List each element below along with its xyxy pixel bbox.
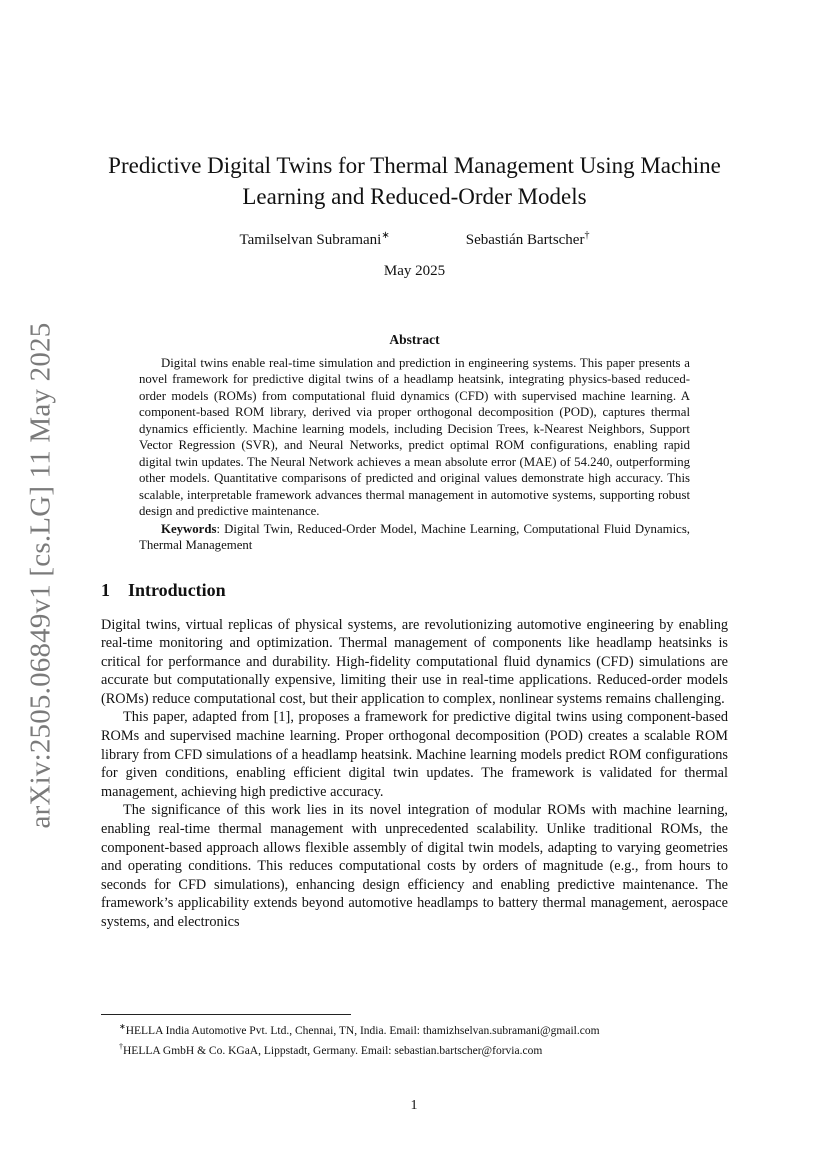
arxiv-identifier-text: arXiv:2505.06849v1 [cs.LG] 11 May 2025	[24, 322, 57, 828]
section-body	[101, 616, 728, 932]
author	[240, 230, 390, 249]
footnote-mark: †	[119, 1041, 123, 1051]
section-number: 1	[101, 579, 110, 600]
abstract-text: Digital twins enable real-time simulation and prediction in engineering systems. This paper presents a novel framework for predictive digital twins of a headlamp heatsink, integrating physics-based reduced-order models (ROMs) from computational fluid dynamics (CFD) with supervised machine learning. A component-based ROM library, derived via proper orthogonal decomposition (POD), captures thermal dynamics efficiently. Machine learning models, including Decision Trees, k-Nearest Neighbors, Support Vector Regression (SVR), and Neural Networks, predict optimal ROM configurations, enabling rapid digital twin updates. The Neural Network achieves a mean absolute error (MAE) of 54.240, outperforming other models. Quantitative comparisons of predicted and original values demonstrate high accuracy. This scalable, interpretable framework advances thermal management in automotive systems, supporting robust design and predictive maintenance.	[139, 355, 690, 518]
publication-date: May 2025	[383, 263, 446, 279]
body-paragraph: Digital twins, virtual replicas of physical systems, are revolutionizing automotive engineering by enabling real-time monitoring and optimization. Thermal management of components like headlamp heatsinks is critical for performance and durability. High-fidelity computational fluid dynamics (CFD) simulations are accurate but computationally expensive, limiting their use in real-time applications. Reduced-order models (ROMs) reduce computational cost, but their application to complex, nonlinear systems remains challenging.	[101, 616, 728, 707]
footnote-mark: ∗	[119, 1022, 126, 1031]
author-name: Sebastián Bartscher	[465, 232, 585, 248]
body-paragraph: This paper, adapted from [1], proposes a framework for predictive digital twins using component-based ROMs and supervised machine learning. Proper orthogonal decomposition (POD) creates a scalable ROM library from CFD simulations of a headlamp heatsink. Machine learning models predict ROM configurations for given conditions, enabling efficient digital twin updates. The framework is validated for thermal management, achieving high predictive accuracy.	[101, 709, 728, 800]
section-title: Introduction	[128, 579, 226, 600]
keywords-list: : Digital Twin, Reduced-Order Model, Machine Learning, Computational Fluid Dynamics, Thermal Management	[139, 521, 690, 552]
keywords-label: Keywords	[161, 521, 217, 536]
footnote-text: HELLA GmbH & Co. KGaA, Lippstadt, Germany. Email: sebastian.bartscher@forvia.com	[123, 1044, 543, 1057]
author-footnote-mark: †	[584, 230, 590, 241]
paper-title: Predictive Digital Twins for Thermal Management Using Machine Learning and Reduced-Order Models	[108, 153, 721, 209]
author	[466, 230, 590, 249]
page-number: 1	[410, 1098, 418, 1113]
author-name: Tamilselvan Subramani	[239, 232, 382, 248]
footnote	[101, 1019, 728, 1039]
keywords	[139, 521, 690, 554]
arxiv-identifier	[24, 322, 58, 828]
abstract-heading: Abstract	[389, 332, 440, 347]
section-heading	[101, 580, 728, 601]
footnote-text: HELLA India Automotive Pvt. Ltd., Chennai, TN, India. Email: thamizhselvan.subramani@gmail.com	[125, 1024, 600, 1037]
abstract	[139, 332, 690, 554]
author-list	[101, 230, 728, 249]
author-footnote-mark: ∗	[381, 230, 390, 241]
footnotes	[101, 1014, 728, 1059]
footnote	[101, 1039, 728, 1059]
body-paragraph: The significance of this work lies in its novel integration of modular ROMs with machine learning, enabling real-time thermal management with unprecedented scalability. Unlike traditional ROMs, the component-based approach allows flexible assembly of digital twin models, adapting to varying geometries and operating conditions. This reduces computational costs by orders of magnitude (e.g., from hours to seconds for CFD simulations), enhancing design efficiency and enabling predictive maintenance. The framework’s applicability extends beyond automotive headlamps to battery thermal management, aerospace systems, and electronics	[101, 802, 728, 930]
paper-page	[101, 150, 728, 932]
footnote-rule	[101, 1014, 351, 1015]
